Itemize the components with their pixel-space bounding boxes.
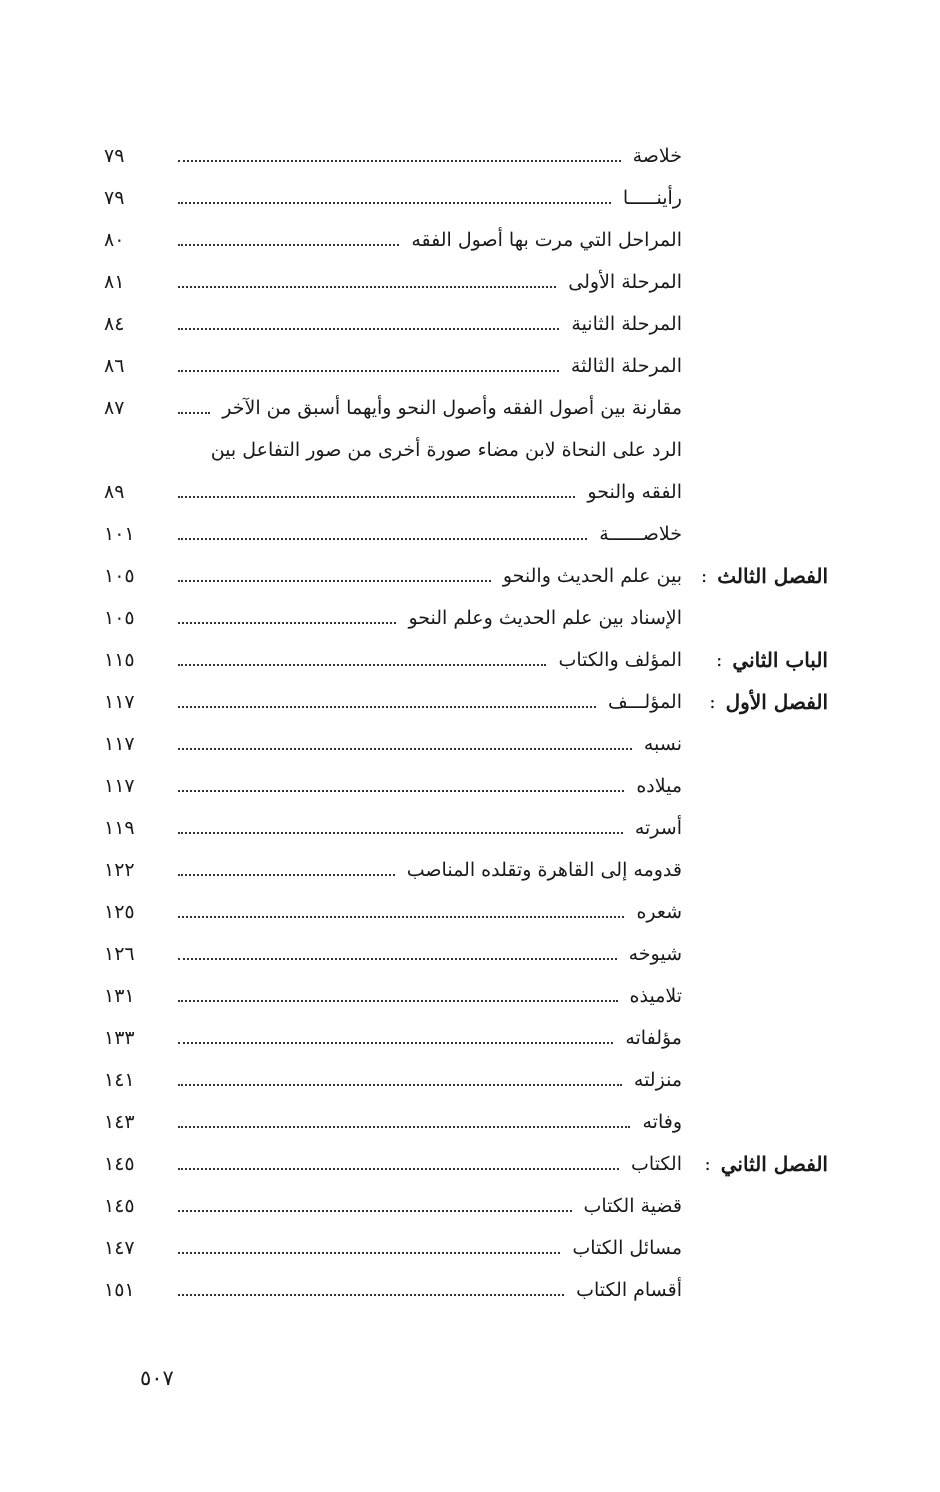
- entry-title: قضية الكتاب: [583, 1195, 682, 1217]
- entry-page-number: ١٤٥: [104, 1153, 135, 1175]
- entry-page-number: ١٤١: [104, 1069, 135, 1091]
- entry-page-number: ٨٦: [104, 355, 125, 377]
- entry-page-number: ١٣١: [104, 985, 135, 1007]
- dot-leader: [178, 370, 559, 372]
- toc-entry: [104, 1050, 828, 1092]
- entry-title: المراحل التي مرت بها أصول الفقه: [411, 229, 682, 251]
- dot-leader: [178, 832, 623, 834]
- dot-leader: [178, 1252, 560, 1254]
- toc-chapter-entry: [104, 1134, 828, 1176]
- entry-page-number: ١١٧: [104, 691, 135, 713]
- entry-title: المرحلة الأولى: [568, 271, 682, 293]
- chapter-colon: :: [716, 649, 723, 671]
- dot-leader: [178, 622, 396, 624]
- dot-leader: [178, 580, 491, 582]
- entry-page-number: ١٠١: [104, 523, 135, 545]
- dot-leader: [178, 202, 611, 204]
- dot-leader: [178, 916, 624, 918]
- entry-title: الرد على النحاة لابن مضاء صورة أخرى من صور التفاعل بين: [210, 439, 682, 461]
- toc-entry: [104, 1092, 828, 1134]
- dot-leader: [178, 1084, 622, 1086]
- entry-page-number: ٨١: [104, 271, 125, 293]
- entry-title: المرحلة الثالثة: [570, 355, 682, 377]
- entry-page-number: ٨٩: [104, 481, 125, 503]
- entry-title: ميلاده: [636, 775, 682, 797]
- entry-title: الكتاب: [631, 1153, 682, 1175]
- toc-entry: [104, 504, 828, 546]
- entry-page-number: ١٤٥: [104, 1195, 135, 1217]
- dot-leader: [178, 1210, 572, 1212]
- dot-leader: [178, 160, 621, 162]
- dot-leader: [178, 1000, 618, 1002]
- chapter-label: الفصل الثالث: [717, 564, 828, 588]
- toc-entry: [104, 294, 828, 336]
- toc-entry: [104, 966, 828, 1008]
- dot-leader: [178, 412, 210, 414]
- dot-leader: [178, 496, 575, 498]
- entry-page-number: ١٥١: [104, 1279, 135, 1301]
- dot-leader: [178, 1294, 564, 1296]
- entry-title: وفاته: [642, 1111, 682, 1133]
- dot-leader: [178, 874, 395, 876]
- entry-title: خلاصــــــة: [599, 523, 682, 545]
- entry-page-number: ٧٩: [104, 187, 125, 209]
- toc-entry: [104, 1218, 828, 1260]
- chapter-column: [682, 564, 828, 588]
- toc-entry: [104, 1260, 828, 1302]
- toc-entry: [104, 714, 828, 756]
- toc-entry: [104, 588, 828, 630]
- entry-title: خلاصة: [632, 145, 682, 167]
- entry-page-number: ١٠٥: [104, 607, 135, 629]
- entry-title: أقسام الكتاب: [576, 1279, 682, 1301]
- toc-entry: [104, 336, 828, 378]
- table-of-contents: [104, 126, 828, 1302]
- entry-page-number: ١١٩: [104, 817, 135, 839]
- entry-title: المؤلـــف: [607, 691, 682, 713]
- entry-page-number: ٧٩: [104, 145, 125, 167]
- entry-page-number: ١٤٧: [104, 1237, 135, 1259]
- entry-page-number: ١١٥: [104, 649, 135, 671]
- toc-entry: [104, 924, 828, 966]
- toc-chapter-entry: [104, 630, 828, 672]
- dot-leader: [178, 1042, 613, 1044]
- toc-entry: [104, 756, 828, 798]
- entry-title: مسائل الكتاب: [572, 1237, 682, 1259]
- dot-leader: [178, 1168, 619, 1170]
- toc-chapter-entry: [104, 546, 828, 588]
- dot-leader: [178, 538, 587, 540]
- entry-page-number: ١٠٥: [104, 565, 135, 587]
- toc-entry: [104, 252, 828, 294]
- toc-entry: [104, 798, 828, 840]
- entry-page-number: ٨٧: [104, 397, 125, 419]
- toc-entry: [104, 1176, 828, 1218]
- dot-leader: [178, 748, 632, 750]
- entry-title: قدومه إلى القاهرة وتقلده المناصب: [406, 859, 682, 881]
- toc-chapter-entry: [104, 672, 828, 714]
- entry-title: أسرته: [634, 817, 682, 839]
- chapter-column: [682, 648, 828, 672]
- dot-leader: [178, 328, 559, 330]
- entry-page-number: ١٢٥: [104, 901, 135, 923]
- entry-page-number: ١٢٦: [104, 943, 135, 965]
- entry-title: المؤلف والكتاب: [558, 649, 682, 671]
- entry-title: نسبه: [643, 733, 682, 755]
- entry-title: الفقه والنحو: [587, 481, 682, 503]
- entry-title: رأينـــــا: [622, 187, 682, 209]
- toc-entry: [104, 882, 828, 924]
- chapter-label: الفصل الثاني: [720, 1152, 828, 1176]
- entry-title: الإسناد بين علم الحديث وعلم النحو: [408, 607, 682, 629]
- toc-entry: [104, 210, 828, 252]
- entry-title: مقارنة بين أصول الفقه وأصول النحو وأيهما أسبق من الآخر: [222, 397, 682, 419]
- entry-page-number: ١١٧: [104, 733, 135, 755]
- entry-title: منزلته: [633, 1069, 682, 1091]
- entry-page-number: ١٤٣: [104, 1111, 135, 1133]
- dot-leader: [178, 1126, 630, 1128]
- toc-entry: [104, 126, 828, 168]
- toc-entry-continued: [104, 420, 828, 462]
- toc-entry: [104, 378, 828, 420]
- chapter-colon: :: [700, 565, 708, 587]
- entry-title: شيوخه: [628, 943, 682, 965]
- part-label: الباب الثاني: [732, 648, 828, 672]
- entry-title: مؤلفاته: [625, 1027, 682, 1049]
- entry-page-number: ٨٤: [104, 313, 125, 335]
- entry-title: تلاميذه: [629, 985, 682, 1007]
- chapter-colon: :: [709, 691, 716, 713]
- entry-page-number: ٨٠: [104, 229, 125, 251]
- entry-page-number: ١٣٣: [104, 1027, 135, 1049]
- entry-title: شعره: [636, 901, 682, 923]
- toc-entry: [104, 1008, 828, 1050]
- dot-leader: [178, 790, 624, 792]
- dot-leader: [178, 958, 617, 960]
- dot-leader: [178, 706, 596, 708]
- entry-title: بين علم الحديث والنحو: [502, 565, 682, 587]
- chapter-colon: :: [704, 1153, 711, 1175]
- toc-entry: [104, 462, 828, 504]
- entry-title: المرحلة الثانية: [571, 313, 682, 335]
- chapter-label: الفصل الأول: [725, 690, 828, 714]
- toc-entry: [104, 168, 828, 210]
- dot-leader: [178, 286, 556, 288]
- page-folio-number: ٥٠٧: [140, 1366, 174, 1390]
- entry-page-number: ١١٧: [104, 775, 135, 797]
- chapter-column: [682, 1152, 828, 1176]
- toc-entry: [104, 840, 828, 882]
- dot-leader: [178, 664, 546, 666]
- entry-page-number: ١٢٢: [104, 859, 135, 881]
- dot-leader: [178, 244, 399, 246]
- chapter-column: [682, 690, 828, 714]
